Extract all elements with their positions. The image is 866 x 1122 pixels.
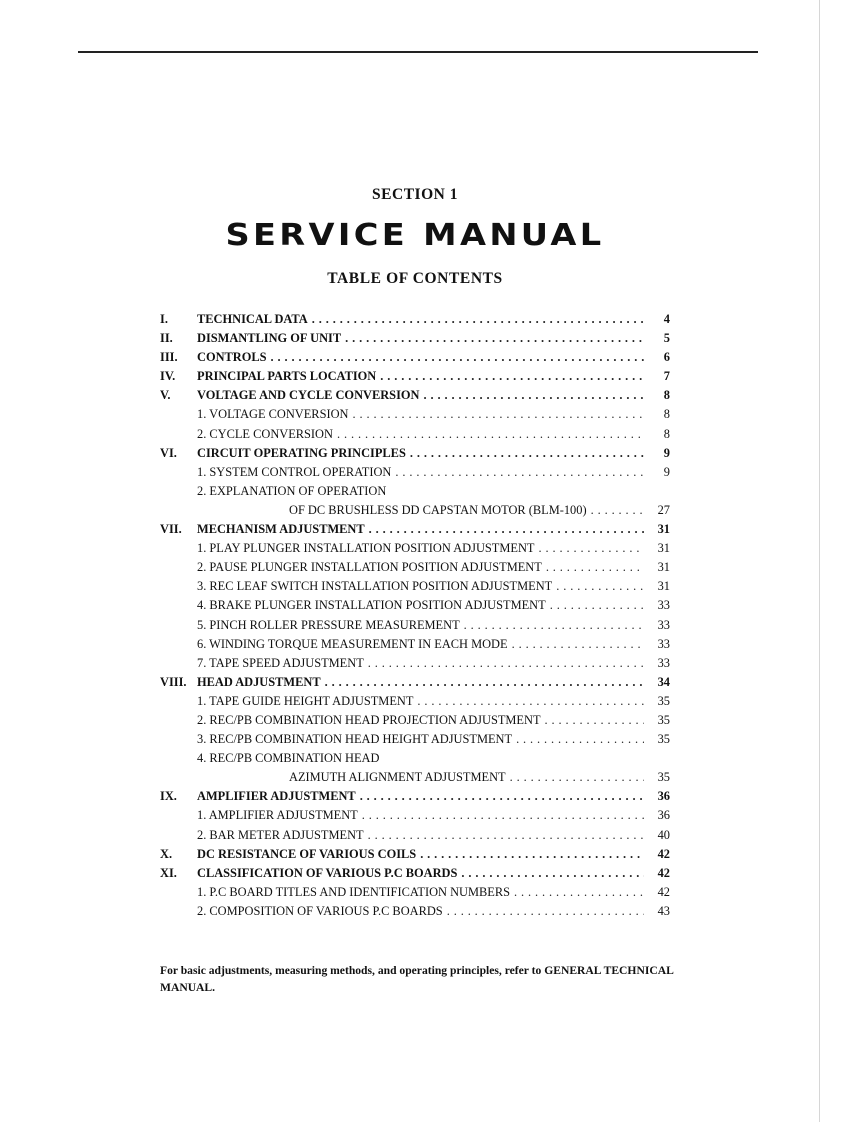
toc-entry: [160, 310, 670, 329]
toc-leader-dots: [380, 367, 644, 386]
toc-entry: [160, 520, 670, 539]
toc-entry-title: AMPLIFIER ADJUSTMENT: [197, 789, 356, 804]
toc-entry-title: 1. AMPLIFIER ADJUSTMENT: [197, 808, 358, 823]
toc-entry-number: IV.: [160, 369, 176, 384]
toc-entry-title: AZIMUTH ALIGNMENT ADJUSTMENT: [289, 770, 506, 785]
toc-entry-page: 8: [663, 407, 670, 422]
toc-entry-page: 31: [657, 579, 670, 594]
toc-entry-title: 6. WINDING TORQUE MEASUREMENT IN EACH MODE: [197, 636, 508, 651]
toc-leader-dots: [550, 596, 644, 615]
toc-leader-dots: [510, 768, 644, 787]
toc-entry-title: DISMANTLING OF UNIT: [197, 331, 342, 346]
toc-entry: [160, 749, 670, 768]
toc-entry-page: 35: [657, 732, 670, 747]
toc-entry-page: 9: [663, 464, 670, 479]
toc-entry-number: VIII.: [160, 674, 187, 689]
toc-entry: [160, 826, 670, 845]
toc-entry-page: 42: [657, 865, 670, 880]
toc-entry-title: 1. P.C BOARD TITLES AND IDENTIFICATION NUMBERS: [197, 884, 510, 899]
toc-entry-page: 43: [657, 903, 670, 918]
toc-entry-page: 34: [657, 674, 670, 689]
toc-entry-title: 4. REC/PB COMBINATION HEAD: [197, 751, 380, 766]
toc-leader-dots: [447, 902, 644, 921]
toc-entry-title: HEAD ADJUSTMENT: [197, 674, 321, 689]
toc-entry: [160, 405, 670, 424]
toc-heading: TABLE OF CONTENTS: [327, 270, 503, 287]
toc-entry: [160, 616, 670, 635]
toc-entry-number: V.: [160, 388, 171, 403]
toc-entry-title: 2. BAR METER ADJUSTMENT: [197, 827, 364, 842]
toc-leader-dots: [545, 711, 644, 730]
toc-entry-page: 40: [657, 827, 670, 842]
toc-entry-title: 7. TAPE SPEED ADJUSTMENT: [197, 655, 364, 670]
toc-leader-dots: [368, 826, 644, 845]
toc-entry-page: 42: [657, 846, 670, 861]
toc-leader-dots: [312, 310, 644, 329]
toc-leader-dots: [423, 386, 644, 405]
toc-entry-number: X.: [160, 846, 173, 861]
toc-entry-title: 2. EXPLANATION OF OPERATION: [197, 483, 387, 498]
toc-entry-page: 8: [663, 388, 670, 403]
table-of-contents: [160, 310, 670, 921]
toc-entry: [160, 673, 670, 692]
toc-entry: [160, 348, 670, 367]
toc-entry: [160, 768, 670, 787]
toc-entry-title: DC RESISTANCE OF VARIOUS COILS: [197, 846, 417, 861]
toc-entry-title: TECHNICAL DATA: [197, 312, 308, 326]
toc-entry-page: 27: [657, 502, 670, 517]
toc-entry: [160, 692, 670, 711]
toc-leader-dots: [369, 520, 644, 539]
toc-leader-dots: [556, 577, 644, 596]
toc-entry-number: IX.: [160, 789, 177, 804]
toc-entry-page: 6: [663, 350, 670, 365]
toc-entry: [160, 367, 670, 386]
toc-entry-title: 2. COMPOSITION OF VARIOUS P.C BOARDS: [197, 903, 443, 918]
toc-leader-dots: [538, 539, 644, 558]
toc-entry-page: 31: [657, 522, 670, 537]
toc-entry: [160, 883, 670, 902]
toc-leader-dots: [345, 329, 644, 348]
toc-entry-page: 35: [657, 693, 670, 708]
toc-entry-title: 2. CYCLE CONVERSION: [197, 426, 333, 441]
toc-leader-dots: [368, 654, 644, 673]
toc-entry-page: 36: [657, 808, 670, 823]
toc-entry: [160, 501, 670, 520]
toc-entry-page: 35: [657, 770, 670, 785]
toc-entry: [160, 386, 670, 405]
toc-entry-title: CLASSIFICATION OF VARIOUS P.C BOARDS: [197, 865, 458, 880]
toc-entry-number: III.: [160, 350, 178, 365]
toc-entry-page: 4: [663, 312, 670, 326]
toc-entry: [160, 463, 670, 482]
toc-entry: [160, 329, 670, 348]
toc-leader-dots: [410, 444, 644, 463]
toc-leader-dots: [271, 348, 644, 367]
toc-leader-dots: [591, 501, 644, 520]
toc-entry-title: VOLTAGE AND CYCLE CONVERSION: [197, 388, 420, 403]
toc-entry-title: 3. REC LEAF SWITCH INSTALLATION POSITION ADJUSTMENT: [197, 579, 553, 594]
toc-entry: [160, 711, 670, 730]
toc-entry-title: PRINCIPAL PARTS LOCATION: [197, 369, 377, 384]
toc-entry: [160, 902, 670, 921]
toc-entry: [160, 635, 670, 654]
toc-leader-dots: [546, 558, 644, 577]
page-title: SERVICE MANUAL: [225, 218, 605, 253]
toc-entry: [160, 654, 670, 673]
toc-entry-page: 8: [663, 426, 670, 441]
toc-entry-page: 42: [657, 884, 670, 899]
toc-entry-title: OF DC BRUSHLESS DD CAPSTAN MOTOR (BLM-100): [289, 502, 587, 517]
toc-entry: [160, 539, 670, 558]
toc-entry-page: 33: [657, 598, 670, 613]
toc-entry-number: VI.: [160, 445, 177, 460]
toc-leader-dots: [353, 405, 645, 424]
toc-entry-page: 5: [663, 331, 670, 346]
toc-leader-dots: [337, 425, 644, 444]
toc-entry-page: 33: [657, 636, 670, 651]
toc-entry-title: 2. REC/PB COMBINATION HEAD PROJECTION ADJUSTMENT: [197, 712, 541, 727]
toc-entry-page: 31: [657, 560, 670, 575]
toc-entry-title: CONTROLS: [197, 350, 267, 365]
toc-entry: [160, 864, 670, 883]
toc-entry: [160, 730, 670, 749]
toc-entry-title: 1. PLAY PLUNGER INSTALLATION POSITION ADJUSTMENT: [197, 541, 535, 556]
toc-leader-dots: [461, 864, 644, 883]
toc-leader-dots: [512, 635, 644, 654]
toc-entry-page: 7: [663, 369, 670, 384]
toc-entry-page: 33: [657, 655, 670, 670]
toc-entry: [160, 806, 670, 825]
toc-entry-title: 2. PAUSE PLUNGER INSTALLATION POSITION ADJUSTMENT: [197, 560, 542, 575]
toc-entry-page: 35: [657, 712, 670, 727]
toc-entry-title: CIRCUIT OPERATING PRINCIPLES: [197, 445, 406, 460]
toc-leader-dots: [325, 673, 644, 692]
toc-leader-dots: [514, 883, 644, 902]
toc-entry-title: MECHANISM ADJUSTMENT: [197, 522, 365, 537]
toc-entry: [160, 558, 670, 577]
toc-entry: [160, 444, 670, 463]
toc-entry-number: VII.: [160, 522, 182, 537]
toc-leader-dots: [395, 463, 644, 482]
toc-entry: [160, 787, 670, 806]
toc-entry-page: 9: [663, 445, 670, 460]
toc-entry: [160, 596, 670, 615]
section-label: SECTION 1: [372, 186, 458, 203]
toc-leader-dots: [362, 806, 644, 825]
toc-leader-dots: [417, 692, 644, 711]
toc-leader-dots: [420, 845, 644, 864]
toc-entry-page: 33: [657, 617, 670, 632]
page-edge-line: [819, 0, 820, 1122]
toc-entry-page: 31: [657, 541, 670, 556]
toc-entry-title: 4. BRAKE PLUNGER INSTALLATION POSITION ADJUSTMENT: [197, 598, 546, 613]
toc-entry-number: II.: [160, 331, 173, 346]
toc-entry-number: XI.: [160, 865, 177, 880]
toc-entry: [160, 845, 670, 864]
toc-entry-title: 1. SYSTEM CONTROL OPERATION: [197, 464, 392, 479]
toc-entry-number: I.: [160, 312, 168, 326]
toc-entry: [160, 425, 670, 444]
toc-entry: [160, 482, 670, 501]
toc-leader-dots: [516, 730, 644, 749]
toc-entry-title: 5. PINCH ROLLER PRESSURE MEASUREMENT: [197, 617, 460, 632]
toc-entry-title: 1. VOLTAGE CONVERSION: [197, 407, 349, 422]
footnote: For basic adjustments, measuring methods, and operating principles, refer to GENERAL TECHNICAL MANUAL.: [160, 964, 674, 994]
toc-entry-page: 36: [657, 789, 670, 804]
toc-leader-dots: [360, 787, 644, 806]
toc-entry: [160, 577, 670, 596]
toc-entry-title: 1. TAPE GUIDE HEIGHT ADJUSTMENT: [197, 693, 414, 708]
toc-entry-title: 3. REC/PB COMBINATION HEAD HEIGHT ADJUSTMENT: [197, 732, 513, 747]
toc-leader-dots: [464, 616, 644, 635]
top-rule: [78, 51, 758, 53]
